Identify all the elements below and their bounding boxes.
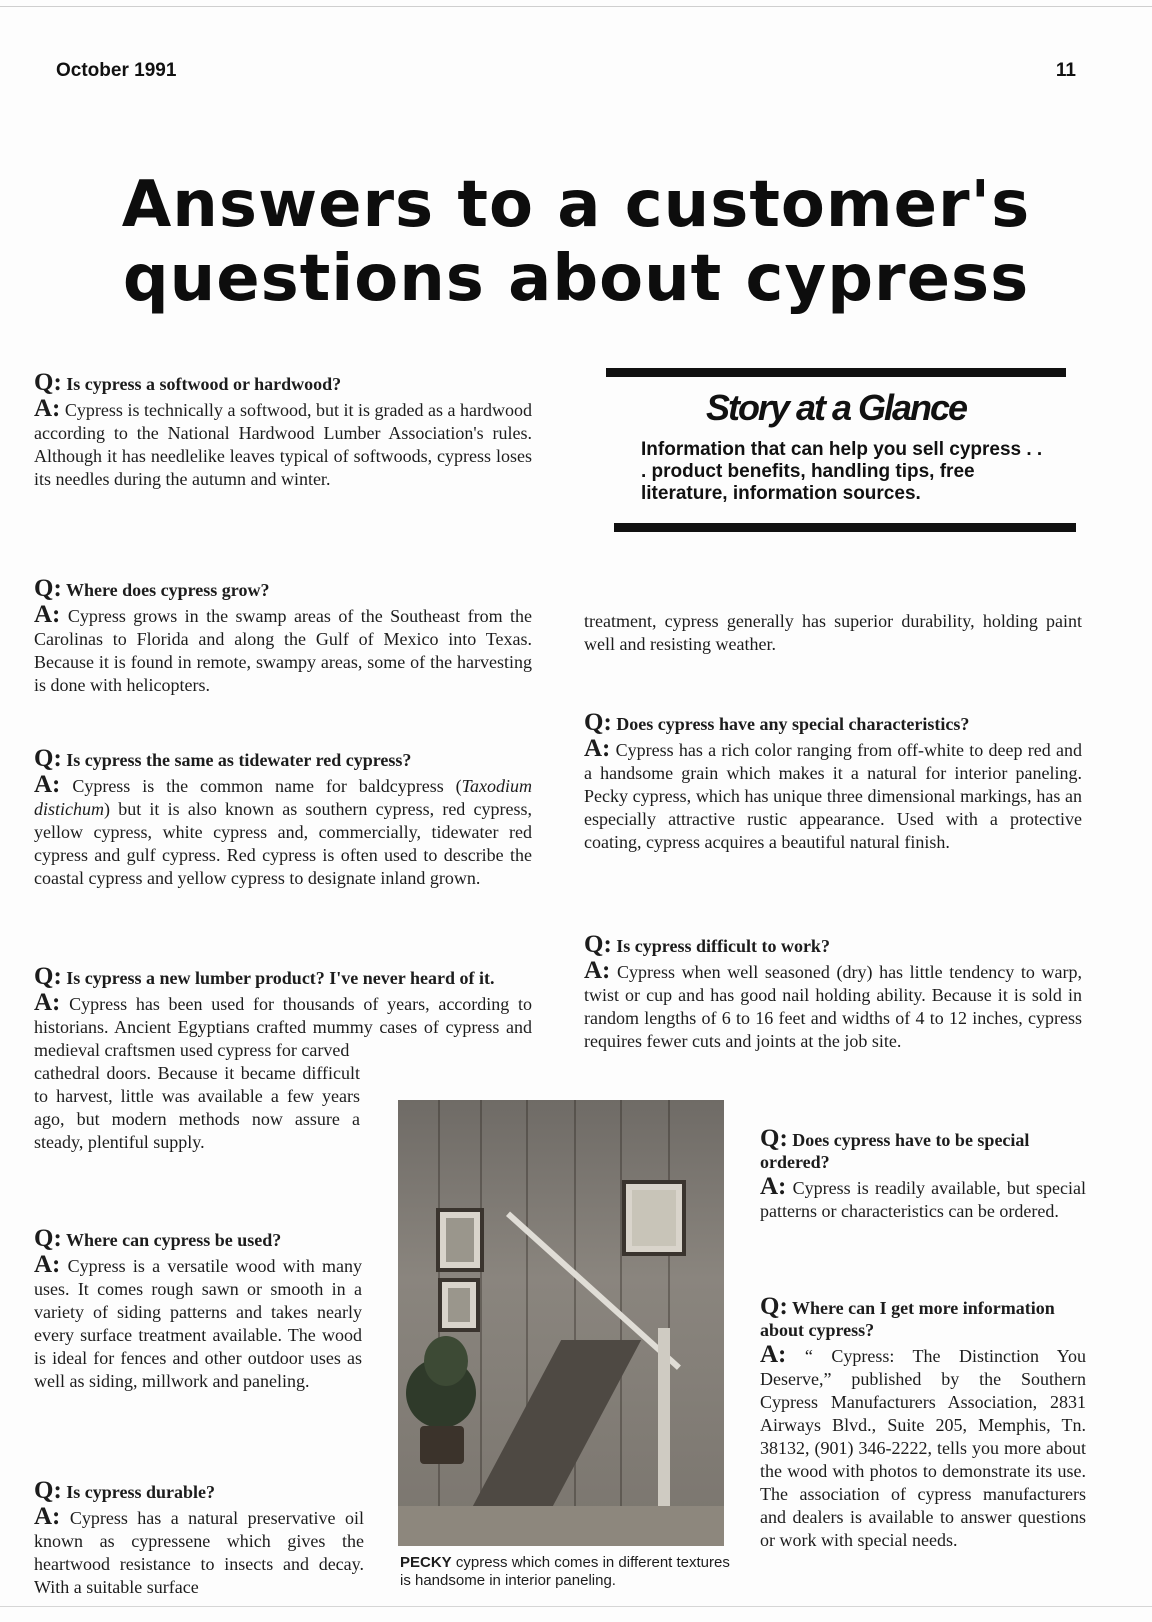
question: Q: Does cypress have any special characteristics? bbox=[584, 709, 970, 736]
question: Q: Does cypress have to be special ordered? bbox=[760, 1125, 1030, 1172]
qa-special-order bbox=[760, 1125, 1086, 1223]
answer: A: Cypress has a natural preservative oil known as cypressene which gives the heartwood resistance to insects and decay. With a suitable surface bbox=[34, 1503, 364, 1597]
floor-rug bbox=[398, 1506, 724, 1546]
answer: A: Cypress is readily available, but special patterns or characteristics can be ordered. bbox=[760, 1173, 1086, 1221]
answer: A: Cypress has a rich color ranging from off-white to deep red and a handsome grain which makes it a natural for interior paneling. Pecky cypress, which has unique three dimensional markings, has an especially attractive rustic appearance. Used with a protective coating, cypress acquires a beautiful natural finish. bbox=[584, 735, 1083, 852]
qa-tidewater bbox=[34, 745, 533, 890]
answer-continued: treatment, cypress generally has superior durability, holding paint well and resisting weather. bbox=[584, 611, 1082, 654]
answer: A: “ Cypress: The Distinction You Deserve,” published by the Southern Cypress Manufacturers Association, 2831 Airways Blvd., Suite 205, Memphis, Tn. 38132, (901) 346-2222, tells you more about the wood with photos to demonstrate its use. The association of cypress manufacturers and dealers is available to answer questions or work with special needs. bbox=[760, 1341, 1086, 1550]
answer: A: Cypress is a versatile wood with many uses. It comes rough sawn or smooth in a variety of siding patterns and takes nearly every surface treatment available. The wood is ideal for fences and other outdoor uses as well as siding, millwork and paneling. bbox=[34, 1251, 362, 1391]
headline-line-1: Answers to a customer's bbox=[121, 168, 1031, 242]
question: Q: Is cypress a new lumber product? I've never heard of it. bbox=[34, 963, 495, 990]
headline-line-2: questions about cypress bbox=[122, 242, 1030, 316]
paneling-seam bbox=[480, 1100, 482, 1546]
answer-continued: cathedral doors. Because it became difficult to harvest, little was available a few years ago, but modern methods now assure a steady, plentiful supply. bbox=[34, 1063, 360, 1152]
wall-picture-frame bbox=[622, 1180, 686, 1256]
qa-durable-continued bbox=[584, 610, 1082, 656]
potted-plant-leaves bbox=[424, 1336, 468, 1386]
paneling-seam bbox=[574, 1100, 576, 1546]
wall-picture-frame bbox=[438, 1278, 480, 1332]
scan-edge-bottom bbox=[0, 1606, 1152, 1607]
qa-durable bbox=[34, 1477, 364, 1599]
wall-picture-frame bbox=[436, 1208, 484, 1272]
plant-pot bbox=[420, 1426, 464, 1464]
paneling-seam bbox=[620, 1100, 622, 1546]
qa-more-info bbox=[760, 1293, 1086, 1552]
scan-edge-top bbox=[0, 6, 1152, 7]
answer: A: Cypress grows in the swamp areas of the Southeast from the Carolinas to Florida and along the Gulf of Mexico into Texas. Because it is found in remote, swampy areas, some of the harvesting is done with helicopters. bbox=[34, 601, 532, 695]
glance-rule-top bbox=[606, 368, 1066, 377]
newel-post bbox=[658, 1328, 670, 1528]
glance-body: Information that can help you sell cypress . . . product benefits, handling tips, free literature, information sources. bbox=[641, 439, 1043, 504]
answer: A: Cypress when well seasoned (dry) has little tendency to warp, twist or cup and has good nail holding ability. Because it is sold in random lengths of 6 to 16 feet and widths of 4 to 12 inches, cypress requires fewer cuts and joints at the job site. bbox=[584, 957, 1082, 1051]
article-headline bbox=[60, 168, 1092, 316]
issue-date: October 1991 bbox=[56, 60, 177, 81]
qa-characteristics bbox=[584, 709, 1083, 854]
question: Q: Is cypress difficult to work? bbox=[584, 931, 830, 958]
answer: A: Cypress has been used for thousands of years, according to historians. Ancient Egyptians crafted mummy cases of cypress and medieval craftsmen used cypress for carved bbox=[34, 989, 533, 1060]
answer: A: Cypress is the common name for baldcypress (Taxodium distichum) but it is also known as southern cypress, red cypress, yellow cypress, white cypress and, commercially, tidewater red cypress and gulf cypress. Red cypress is often used to describe the coastal cypress and yellow cypress to designate inland grown. bbox=[34, 771, 533, 888]
glance-title: Story at a Glance bbox=[705, 387, 967, 428]
page-number: 11 bbox=[1055, 60, 1076, 81]
question: Q: Is cypress a softwood or hardwood? bbox=[34, 369, 342, 396]
qa-softwood bbox=[34, 369, 533, 491]
glance-rule-bottom bbox=[614, 523, 1076, 532]
qa-grow bbox=[34, 575, 532, 697]
answer: A: Cypress is technically a softwood, but it is graded as a hardwood according to the National Hardwood Lumber Association's rules. Although it has needlelike leaves typical of softwoods, cypress loses its needles during the autumn and winter. bbox=[34, 395, 533, 489]
question: Q: Where does cypress grow? bbox=[34, 575, 270, 602]
question: Q: Where can cypress be used? bbox=[34, 1225, 282, 1252]
qa-used bbox=[34, 1225, 362, 1393]
question: Q: Is cypress durable? bbox=[34, 1477, 215, 1504]
question: Q: Where can I get more information about cypress? bbox=[760, 1293, 1055, 1340]
question: Q: Is cypress the same as tidewater red cypress? bbox=[34, 745, 412, 772]
qa-work bbox=[584, 931, 1082, 1053]
photo-caption: PECKY cypress which comes in different textures is handsome in interior paneling. bbox=[400, 1554, 730, 1589]
staircase-photo bbox=[398, 1100, 724, 1546]
story-at-a-glance-box bbox=[606, 368, 1066, 532]
